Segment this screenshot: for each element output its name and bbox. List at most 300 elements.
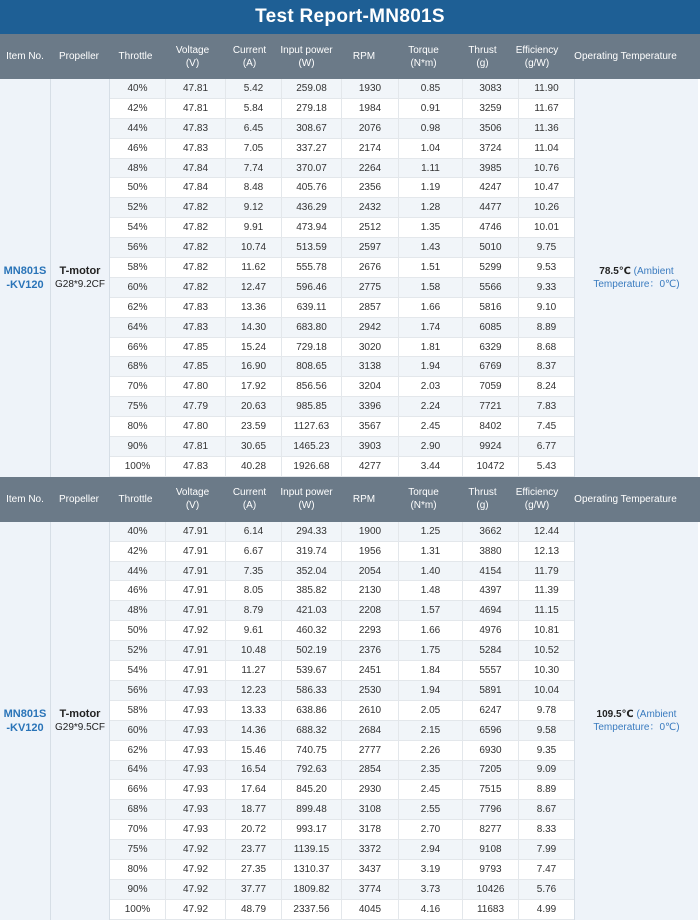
throttle-cell: 62% [110, 741, 166, 760]
voltage-cell: 47.82 [166, 218, 226, 237]
current-cell: 10.74 [226, 238, 282, 257]
torque-cell: 3.73 [399, 880, 463, 899]
current-cell: 20.72 [226, 820, 282, 839]
rpm-cell: 2930 [342, 780, 399, 799]
throttle-cell: 50% [110, 178, 166, 197]
thrust-cell: 3985 [463, 159, 519, 178]
current-cell: 48.79 [226, 900, 282, 919]
table-row [110, 377, 574, 397]
current-cell: 15.24 [226, 338, 282, 357]
current-cell: 12.47 [226, 278, 282, 297]
rpm-cell: 3138 [342, 357, 399, 376]
current-cell: 18.77 [226, 800, 282, 819]
thrust-cell: 9108 [463, 840, 519, 859]
header-efficiency-text: (g/W) [524, 500, 550, 512]
current-cell: 5.84 [226, 99, 282, 118]
rpm-cell: 2356 [342, 178, 399, 197]
efficiency-cell: 5.43 [536, 460, 557, 472]
input-power-cell: 352.04 [282, 562, 342, 581]
voltage-cell: 47.91 [166, 562, 226, 581]
table-row [110, 581, 574, 601]
voltage-cell: 47.91 [166, 581, 226, 600]
table-row [110, 198, 574, 218]
throttle-cell: 44% [110, 562, 166, 581]
ambient-label: (Ambient [633, 265, 674, 277]
thrust-cell: 11683 [463, 900, 519, 919]
input-power-cell: 308.67 [282, 119, 342, 138]
table-row [110, 800, 574, 820]
header-rpm-text: RPM [352, 51, 376, 62]
table-row [110, 397, 574, 417]
table-row [110, 258, 574, 278]
rpm-cell: 2775 [342, 278, 399, 297]
torque-cell: 1.31 [399, 542, 463, 561]
voltage-cell: 47.91 [166, 601, 226, 620]
throttle-cell: 60% [110, 278, 166, 297]
efficiency-cell: 12.13 [533, 545, 560, 557]
propeller-text [55, 708, 105, 734]
rpm-cell: 2376 [342, 641, 399, 660]
rpm-cell: 2597 [342, 238, 399, 257]
torque-cell: 1.84 [399, 661, 463, 680]
header-throttle-text: Throttle [118, 493, 153, 505]
torque-cell: 1.11 [399, 159, 463, 178]
rpm-cell: 2777 [342, 741, 399, 760]
input-power-cell: 370.07 [282, 159, 342, 178]
thrust-cell: 7059 [463, 377, 519, 396]
input-power-cell: 683.80 [282, 318, 342, 337]
efficiency-cell: 11.36 [534, 122, 559, 134]
motor-block [0, 79, 700, 477]
voltage-cell: 47.92 [166, 621, 226, 640]
header-operating-temperature-text: Operating Temperature [574, 51, 677, 62]
thrust-cell: 4154 [463, 562, 519, 581]
throttle-cell: 90% [110, 880, 166, 899]
torque-cell: 1.94 [399, 357, 463, 376]
item-no-text [4, 264, 47, 292]
voltage-cell: 47.91 [166, 641, 226, 660]
header-efficiency-text: Efficiency [515, 44, 559, 56]
rpm-cell: 2676 [342, 258, 399, 277]
table-row [110, 139, 574, 159]
efficiency-cell: 11.04 [534, 142, 559, 154]
throttle-cell: 80% [110, 860, 166, 879]
rpm-cell: 3567 [342, 417, 399, 436]
torque-cell: 2.70 [399, 820, 463, 839]
table-row [110, 99, 574, 119]
efficiency-cell: 10.76 [533, 162, 560, 174]
table-row [110, 601, 574, 621]
throttle-cell: 44% [110, 119, 166, 138]
throttle-cell: 80% [110, 417, 166, 436]
table-row [110, 357, 574, 377]
torque-cell: 1.48 [399, 581, 463, 600]
efficiency-cell: 8.68 [536, 341, 557, 353]
voltage-cell: 47.93 [166, 681, 226, 700]
current-cell: 8.79 [226, 601, 282, 620]
thrust-cell: 6596 [463, 721, 519, 740]
table-row [110, 761, 574, 781]
voltage-cell: 47.91 [166, 661, 226, 680]
voltage-cell: 47.82 [166, 238, 226, 257]
header-item-no-text: Item No. [6, 493, 44, 505]
current-cell: 7.74 [226, 159, 282, 178]
efficiency-cell: 10.04 [533, 684, 560, 696]
thrust-cell: 7205 [463, 761, 519, 780]
voltage-cell: 47.82 [166, 278, 226, 297]
thrust-cell: 6329 [463, 338, 519, 357]
throttle-cell: 54% [110, 218, 166, 237]
table-row [110, 457, 574, 477]
input-power-cell: 539.67 [282, 661, 342, 680]
efficiency-cell: 9.09 [536, 764, 557, 776]
rpm-cell: 2208 [342, 601, 399, 620]
temperature-value: 78.5℃ [599, 265, 631, 277]
current-cell: 9.91 [226, 218, 282, 237]
torque-cell: 2.35 [399, 761, 463, 780]
throttle-cell: 62% [110, 298, 166, 317]
header-current-text: Current [232, 487, 267, 499]
table-row [110, 119, 574, 139]
thrust-cell: 5299 [463, 258, 519, 277]
torque-cell: 0.85 [399, 79, 463, 98]
header-efficiency-text: (g/W) [524, 57, 550, 69]
torque-cell: 1.94 [399, 681, 463, 700]
header-efficiency [510, 477, 564, 522]
throttle-cell: 66% [110, 338, 166, 357]
throttle-cell: 42% [110, 542, 166, 561]
efficiency-cell: 9.78 [536, 704, 557, 716]
torque-cell: 3.19 [399, 860, 463, 879]
input-power-cell: 294.33 [282, 522, 342, 541]
rpm-cell: 2432 [342, 198, 399, 217]
throttle-cell: 68% [110, 800, 166, 819]
thrust-cell: 6085 [463, 318, 519, 337]
rpm-cell: 3178 [342, 820, 399, 839]
voltage-cell: 47.93 [166, 780, 226, 799]
header-thrust [455, 34, 510, 79]
throttle-cell: 52% [110, 198, 166, 217]
header-efficiency [510, 34, 564, 79]
torque-cell: 1.81 [399, 338, 463, 357]
thrust-cell: 4247 [463, 178, 519, 197]
rpm-cell: 3774 [342, 880, 399, 899]
voltage-cell: 47.93 [166, 800, 226, 819]
input-power-cell: 845.20 [282, 780, 342, 799]
header-thrust-text: (g) [476, 57, 489, 69]
thrust-cell: 4976 [463, 621, 519, 640]
voltage-cell: 47.84 [166, 178, 226, 197]
header-propeller [50, 34, 108, 79]
torque-cell: 1.28 [399, 198, 463, 217]
table-row [110, 780, 574, 800]
torque-cell: 1.35 [399, 218, 463, 237]
thrust-cell: 5816 [463, 298, 519, 317]
voltage-cell: 47.92 [166, 860, 226, 879]
table-row [110, 641, 574, 661]
operating-temperature-cell [574, 522, 698, 920]
input-power-cell: 1139.15 [282, 840, 342, 859]
table-row [110, 562, 574, 582]
voltage-cell: 47.81 [166, 79, 226, 98]
table-row [110, 522, 574, 542]
data-rows [110, 522, 574, 920]
header-thrust-text: Thrust [468, 44, 497, 56]
efficiency-cell: 10.30 [533, 664, 560, 676]
voltage-cell: 47.82 [166, 198, 226, 217]
table-row [110, 437, 574, 457]
input-power-cell: 856.56 [282, 377, 342, 396]
torque-cell: 2.45 [399, 780, 463, 799]
throttle-cell: 54% [110, 661, 166, 680]
rpm-cell: 1900 [342, 522, 399, 541]
voltage-cell: 47.92 [166, 880, 226, 899]
torque-cell: 2.26 [399, 741, 463, 760]
voltage-cell: 47.83 [166, 457, 226, 476]
thrust-cell: 8402 [463, 417, 519, 436]
efficiency-cell: 11.39 [534, 585, 559, 597]
voltage-cell: 47.93 [166, 721, 226, 740]
header-current-text: (A) [242, 500, 257, 512]
header-voltage-text: Voltage [175, 487, 210, 499]
current-cell: 7.35 [226, 562, 282, 581]
current-cell: 9.12 [226, 198, 282, 217]
current-cell: 40.28 [226, 457, 282, 476]
table-row [110, 338, 574, 358]
efficiency-cell: 10.01 [533, 222, 560, 234]
input-power-cell: 586.33 [282, 681, 342, 700]
rpm-cell: 3437 [342, 860, 399, 879]
table-row [110, 840, 574, 860]
input-power-cell: 436.29 [282, 198, 342, 217]
throttle-cell: 46% [110, 139, 166, 158]
current-cell: 6.14 [226, 522, 282, 541]
current-cell: 23.77 [226, 840, 282, 859]
efficiency-cell: 8.33 [536, 824, 557, 836]
current-cell: 14.30 [226, 318, 282, 337]
input-power-cell: 808.65 [282, 357, 342, 376]
header-current [222, 477, 277, 522]
current-cell: 6.45 [226, 119, 282, 138]
thrust-cell: 3506 [463, 119, 519, 138]
efficiency-cell: 8.89 [536, 784, 557, 796]
ambient-value: Temperature：0℃) [593, 721, 680, 733]
thrust-cell: 6769 [463, 357, 519, 376]
header-current-text: Current [232, 44, 267, 56]
torque-cell: 2.05 [399, 701, 463, 720]
header-item-no [0, 34, 50, 79]
rpm-cell: 4045 [342, 900, 399, 919]
header-item-no-text: Item No. [6, 51, 44, 62]
input-power-cell: 985.85 [282, 397, 342, 416]
input-power-cell: 405.76 [282, 178, 342, 197]
voltage-cell: 47.91 [166, 522, 226, 541]
rpm-cell: 2174 [342, 139, 399, 158]
voltage-cell: 47.92 [166, 900, 226, 919]
propeller-brand: T-motor [59, 707, 101, 720]
input-power-cell: 1127.63 [282, 417, 342, 436]
input-power-cell: 638.86 [282, 701, 342, 720]
efficiency-cell: 7.45 [536, 421, 557, 433]
current-cell: 16.90 [226, 357, 282, 376]
torque-cell: 2.55 [399, 800, 463, 819]
thrust-cell: 9924 [463, 437, 519, 456]
current-cell: 20.63 [226, 397, 282, 416]
input-power-cell: 259.08 [282, 79, 342, 98]
torque-cell: 1.51 [399, 258, 463, 277]
ambient-label: (Ambient [636, 708, 677, 720]
thrust-cell: 7515 [463, 780, 519, 799]
throttle-cell: 48% [110, 601, 166, 620]
rpm-cell: 2512 [342, 218, 399, 237]
throttle-cell: 100% [110, 457, 166, 476]
header-thrust-text: (g) [476, 500, 489, 512]
header-torque-text: (N*m) [410, 57, 437, 69]
torque-cell: 2.24 [399, 397, 463, 416]
rpm-cell: 3396 [342, 397, 399, 416]
current-cell: 12.23 [226, 681, 282, 700]
table-row [110, 218, 574, 238]
header-voltage [163, 34, 222, 79]
thrust-cell: 3259 [463, 99, 519, 118]
thrust-cell: 5891 [463, 681, 519, 700]
input-power-cell: 473.94 [282, 218, 342, 237]
torque-cell: 1.04 [399, 139, 463, 158]
throttle-cell: 70% [110, 820, 166, 839]
efficiency-cell: 8.67 [536, 804, 557, 816]
throttle-cell: 52% [110, 641, 166, 660]
input-power-cell: 279.18 [282, 99, 342, 118]
efficiency-cell: 8.89 [536, 321, 557, 333]
throttle-cell: 46% [110, 581, 166, 600]
table-row [110, 417, 574, 437]
item-no-line: -KV120 [6, 721, 44, 734]
propeller-cell [51, 522, 110, 920]
header-voltage-text: (V) [185, 57, 200, 69]
rpm-cell: 1956 [342, 542, 399, 561]
header-current [222, 34, 277, 79]
throttle-cell: 70% [110, 377, 166, 396]
header-torque-text: Torque [408, 487, 439, 499]
voltage-cell: 47.93 [166, 741, 226, 760]
current-cell: 7.05 [226, 139, 282, 158]
rpm-cell: 3204 [342, 377, 399, 396]
throttle-cell: 56% [110, 681, 166, 700]
header-propeller-text: Propeller [58, 51, 100, 62]
rpm-cell: 3903 [342, 437, 399, 456]
thrust-cell: 10426 [463, 880, 519, 899]
thrust-cell: 10472 [463, 457, 519, 476]
header-throttle [108, 34, 163, 79]
torque-cell: 0.98 [399, 119, 463, 138]
throttle-cell: 40% [110, 79, 166, 98]
report-title: Test Report-MN801S [0, 0, 700, 34]
input-power-cell: 596.46 [282, 278, 342, 297]
efficiency-cell: 9.33 [536, 281, 557, 293]
throttle-cell: 64% [110, 761, 166, 780]
efficiency-cell: 5.76 [536, 883, 557, 895]
item-no-cell [0, 79, 51, 477]
item-no-line: MN801S [3, 264, 47, 277]
thrust-cell: 4397 [463, 581, 519, 600]
rpm-cell: 2684 [342, 721, 399, 740]
efficiency-cell: 8.37 [536, 361, 557, 373]
current-cell: 8.05 [226, 581, 282, 600]
operating-temperature-text [593, 265, 679, 291]
operating-temperature-cell [574, 79, 698, 477]
header-rpm [336, 477, 392, 522]
torque-cell: 2.90 [399, 437, 463, 456]
table-row [110, 542, 574, 562]
efficiency-cell: 8.24 [536, 381, 557, 393]
voltage-cell: 47.83 [166, 298, 226, 317]
thrust-cell: 6930 [463, 741, 519, 760]
rpm-cell: 1984 [342, 99, 399, 118]
data-rows [110, 79, 574, 477]
torque-cell: 1.40 [399, 562, 463, 581]
voltage-cell: 47.93 [166, 820, 226, 839]
thrust-cell: 3880 [463, 542, 519, 561]
current-cell: 15.46 [226, 741, 282, 760]
thrust-cell: 9793 [463, 860, 519, 879]
efficiency-cell: 9.35 [536, 744, 557, 756]
header-voltage [163, 477, 222, 522]
header-input-power-text: (W) [298, 500, 315, 512]
throttle-cell: 60% [110, 721, 166, 740]
torque-cell: 2.15 [399, 721, 463, 740]
efficiency-cell: 9.58 [536, 724, 557, 736]
torque-cell: 1.75 [399, 641, 463, 660]
rpm-cell: 2854 [342, 761, 399, 780]
rpm-cell: 3020 [342, 338, 399, 357]
rpm-cell: 4277 [342, 457, 399, 476]
rpm-cell: 1930 [342, 79, 399, 98]
throttle-cell: 48% [110, 159, 166, 178]
header-torque-text: (N*m) [410, 500, 437, 512]
table-header-row [0, 34, 700, 79]
voltage-cell: 47.82 [166, 258, 226, 277]
voltage-cell: 47.92 [166, 840, 226, 859]
torque-cell: 3.44 [399, 457, 463, 476]
voltage-cell: 47.80 [166, 377, 226, 396]
efficiency-cell: 10.81 [533, 625, 560, 637]
input-power-cell: 319.74 [282, 542, 342, 561]
torque-cell: 2.94 [399, 840, 463, 859]
input-power-cell: 729.18 [282, 338, 342, 357]
torque-cell: 2.45 [399, 417, 463, 436]
propeller-model: G29*9.5CF [54, 721, 106, 733]
torque-cell: 1.66 [399, 621, 463, 640]
rpm-cell: 2451 [342, 661, 399, 680]
efficiency-cell: 9.75 [536, 242, 557, 254]
efficiency-cell: 10.52 [533, 645, 560, 657]
thrust-cell: 4477 [463, 198, 519, 217]
input-power-cell: 1310.37 [282, 860, 342, 879]
current-cell: 6.67 [226, 542, 282, 561]
current-cell: 5.42 [226, 79, 282, 98]
torque-cell: 1.74 [399, 318, 463, 337]
input-power-cell: 740.75 [282, 741, 342, 760]
efficiency-cell: 12.44 [533, 525, 560, 537]
input-power-cell: 460.32 [282, 621, 342, 640]
rpm-cell: 3372 [342, 840, 399, 859]
throttle-cell: 56% [110, 238, 166, 257]
rpm-cell: 2857 [342, 298, 399, 317]
torque-cell: 0.91 [399, 99, 463, 118]
header-input-power-text: Input power [280, 44, 333, 56]
input-power-cell: 1926.68 [282, 457, 342, 476]
current-cell: 23.59 [226, 417, 282, 436]
